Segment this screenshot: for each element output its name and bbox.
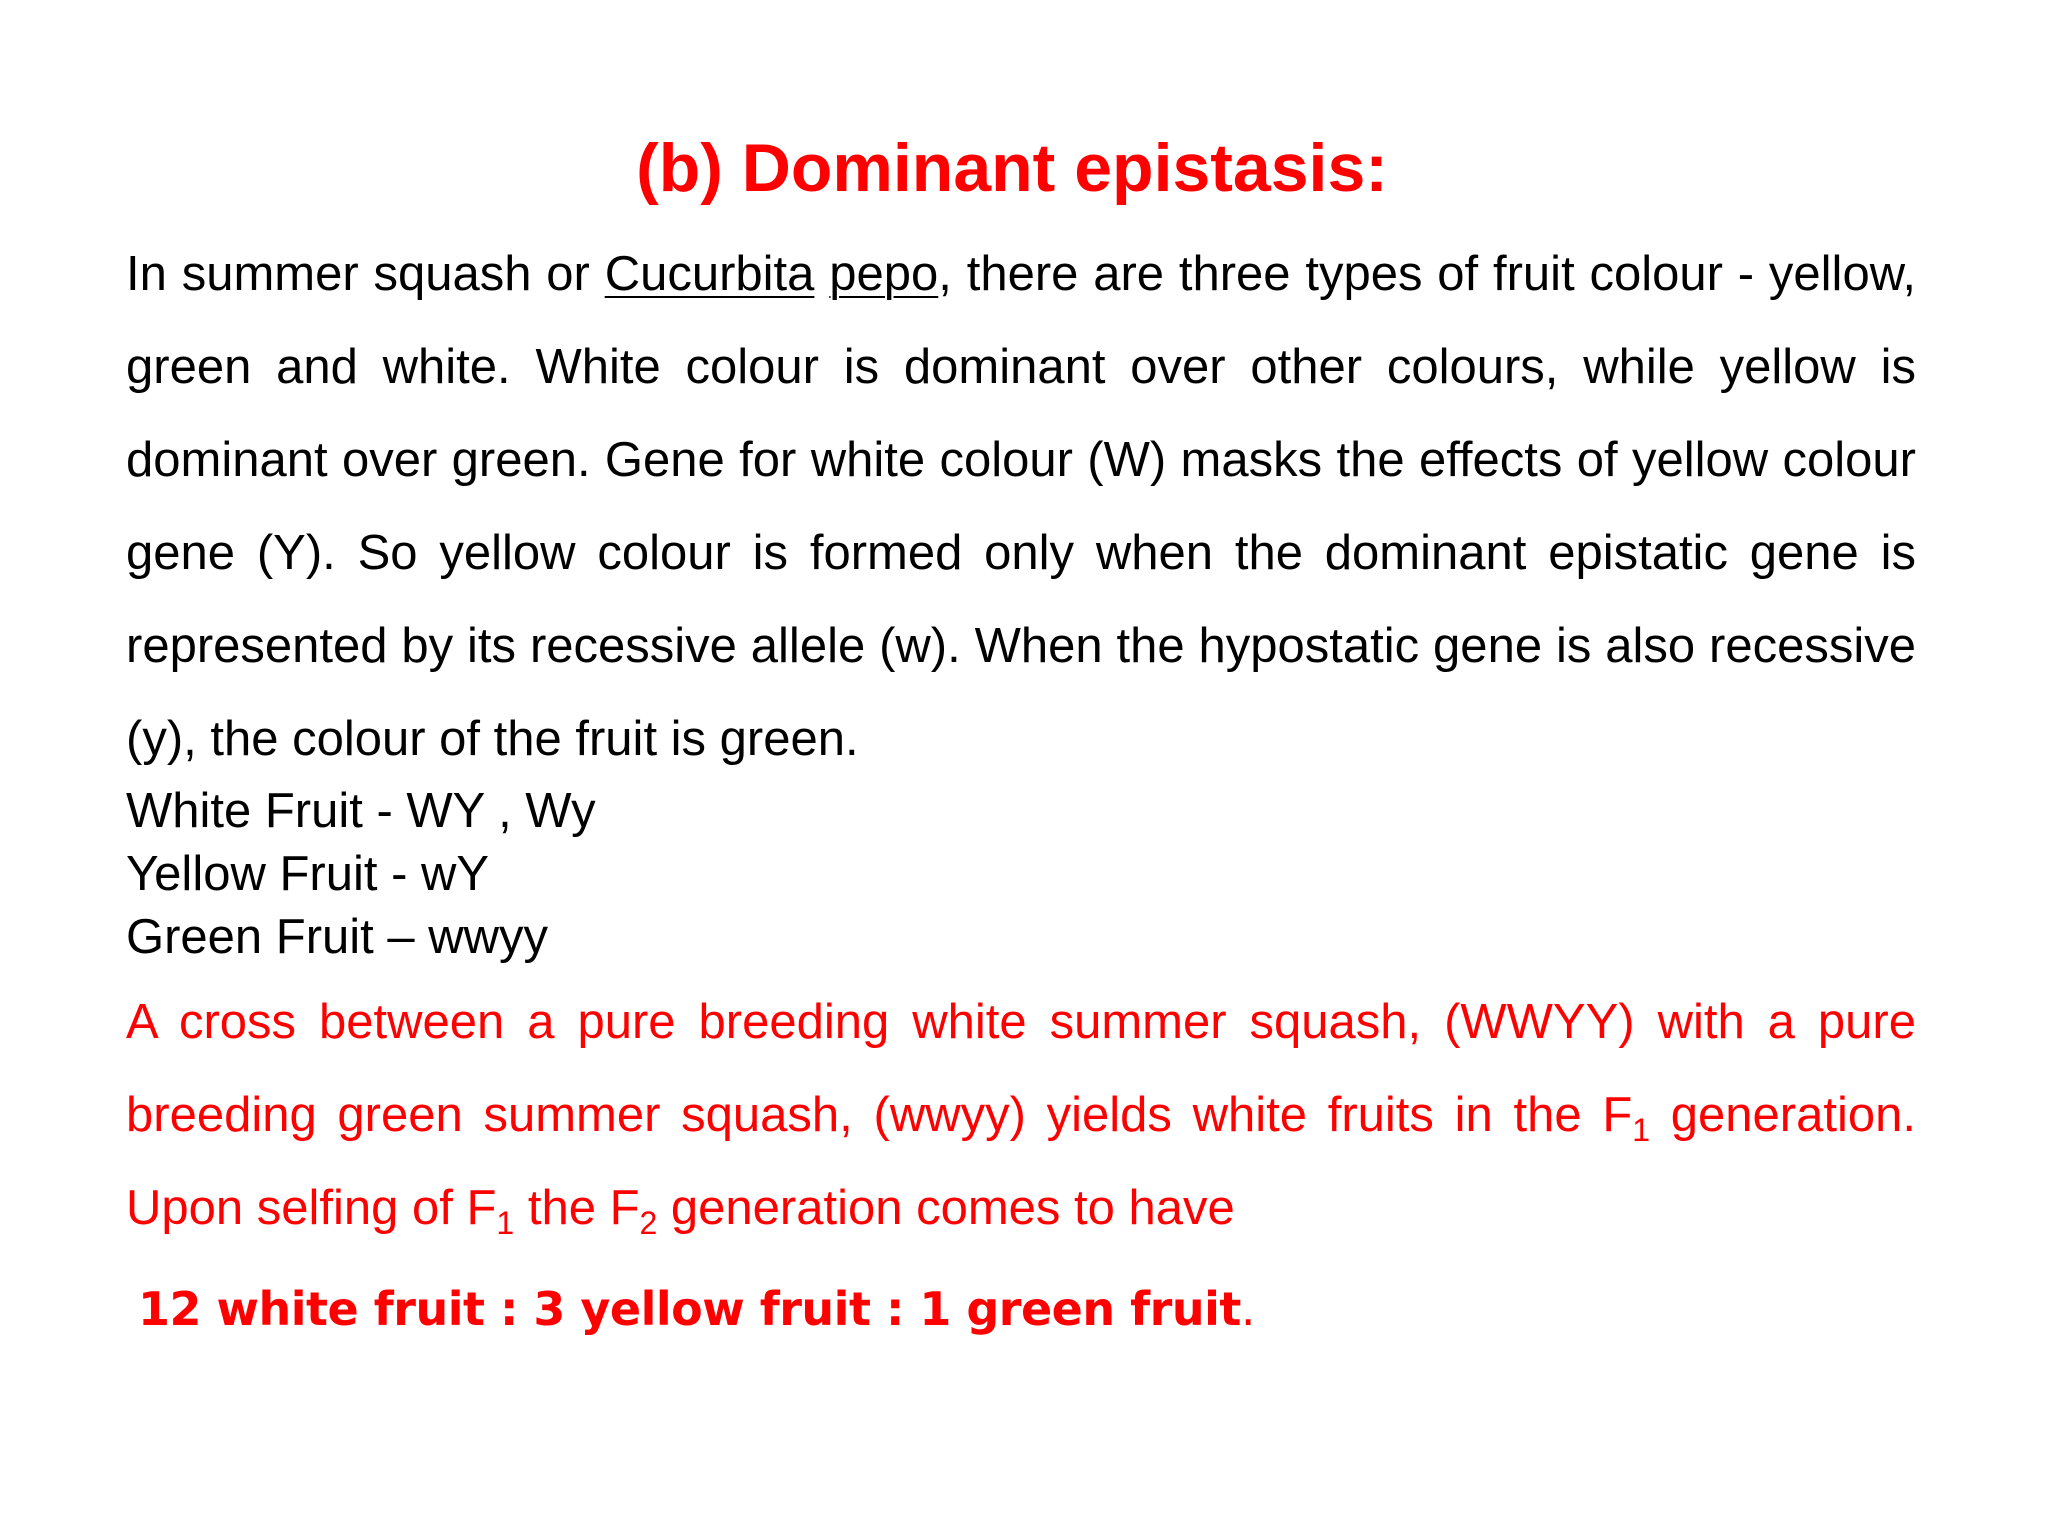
f1-subscript-2: 1 xyxy=(496,1205,515,1241)
cross-part-2: generation. Upon selfing of F xyxy=(126,1088,1916,1235)
phenotype-yellow: Yellow Fruit - wY xyxy=(126,847,490,901)
cross-part-3: the F xyxy=(514,1181,640,1235)
ratio-period: . xyxy=(1240,1282,1255,1336)
ratio-statement xyxy=(138,1274,1255,1344)
cross-part-4: generation comes to have xyxy=(657,1181,1235,1235)
f1-subscript: 1 xyxy=(1632,1112,1651,1148)
cross-part-1: A cross between a pure breeding white summer squash, (WWYY) with a pure breeding green summer squash, (wwyy) yields white fruits in the F xyxy=(126,995,1916,1142)
intro-lead: In summer squash or xyxy=(126,247,605,301)
intro-rest: , there are three types of fruit colour - yellow, green and white. White colour is dominant over other colours, while yellow is dominant over green. Gene for white colour (W) masks the effects of yellow colour gene (Y). So yellow colour is formed only when the dominant epistatic gene is represented by its recessive allele (w). When the hypostatic gene is also recessive (y), the colour of the fruit is green. xyxy=(126,247,1916,766)
intro-paragraph xyxy=(126,228,1916,786)
phenotype-white: White Fruit - WY , Wy xyxy=(126,784,596,838)
phenotype-green: Green Fruit – wwyy xyxy=(126,910,549,964)
cross-paragraph xyxy=(126,976,1916,1255)
phenotype-list xyxy=(126,780,1916,969)
slide-title: (b) Dominant epistasis: xyxy=(636,130,1388,206)
f2-subscript: 2 xyxy=(639,1205,658,1241)
ratio-text: 12 white fruit : 3 yellow fruit : 1 green fruit xyxy=(138,1282,1241,1336)
name-space xyxy=(814,247,829,301)
species-name: pepo xyxy=(829,247,939,301)
genus-name: Cucurbita xyxy=(604,247,815,301)
